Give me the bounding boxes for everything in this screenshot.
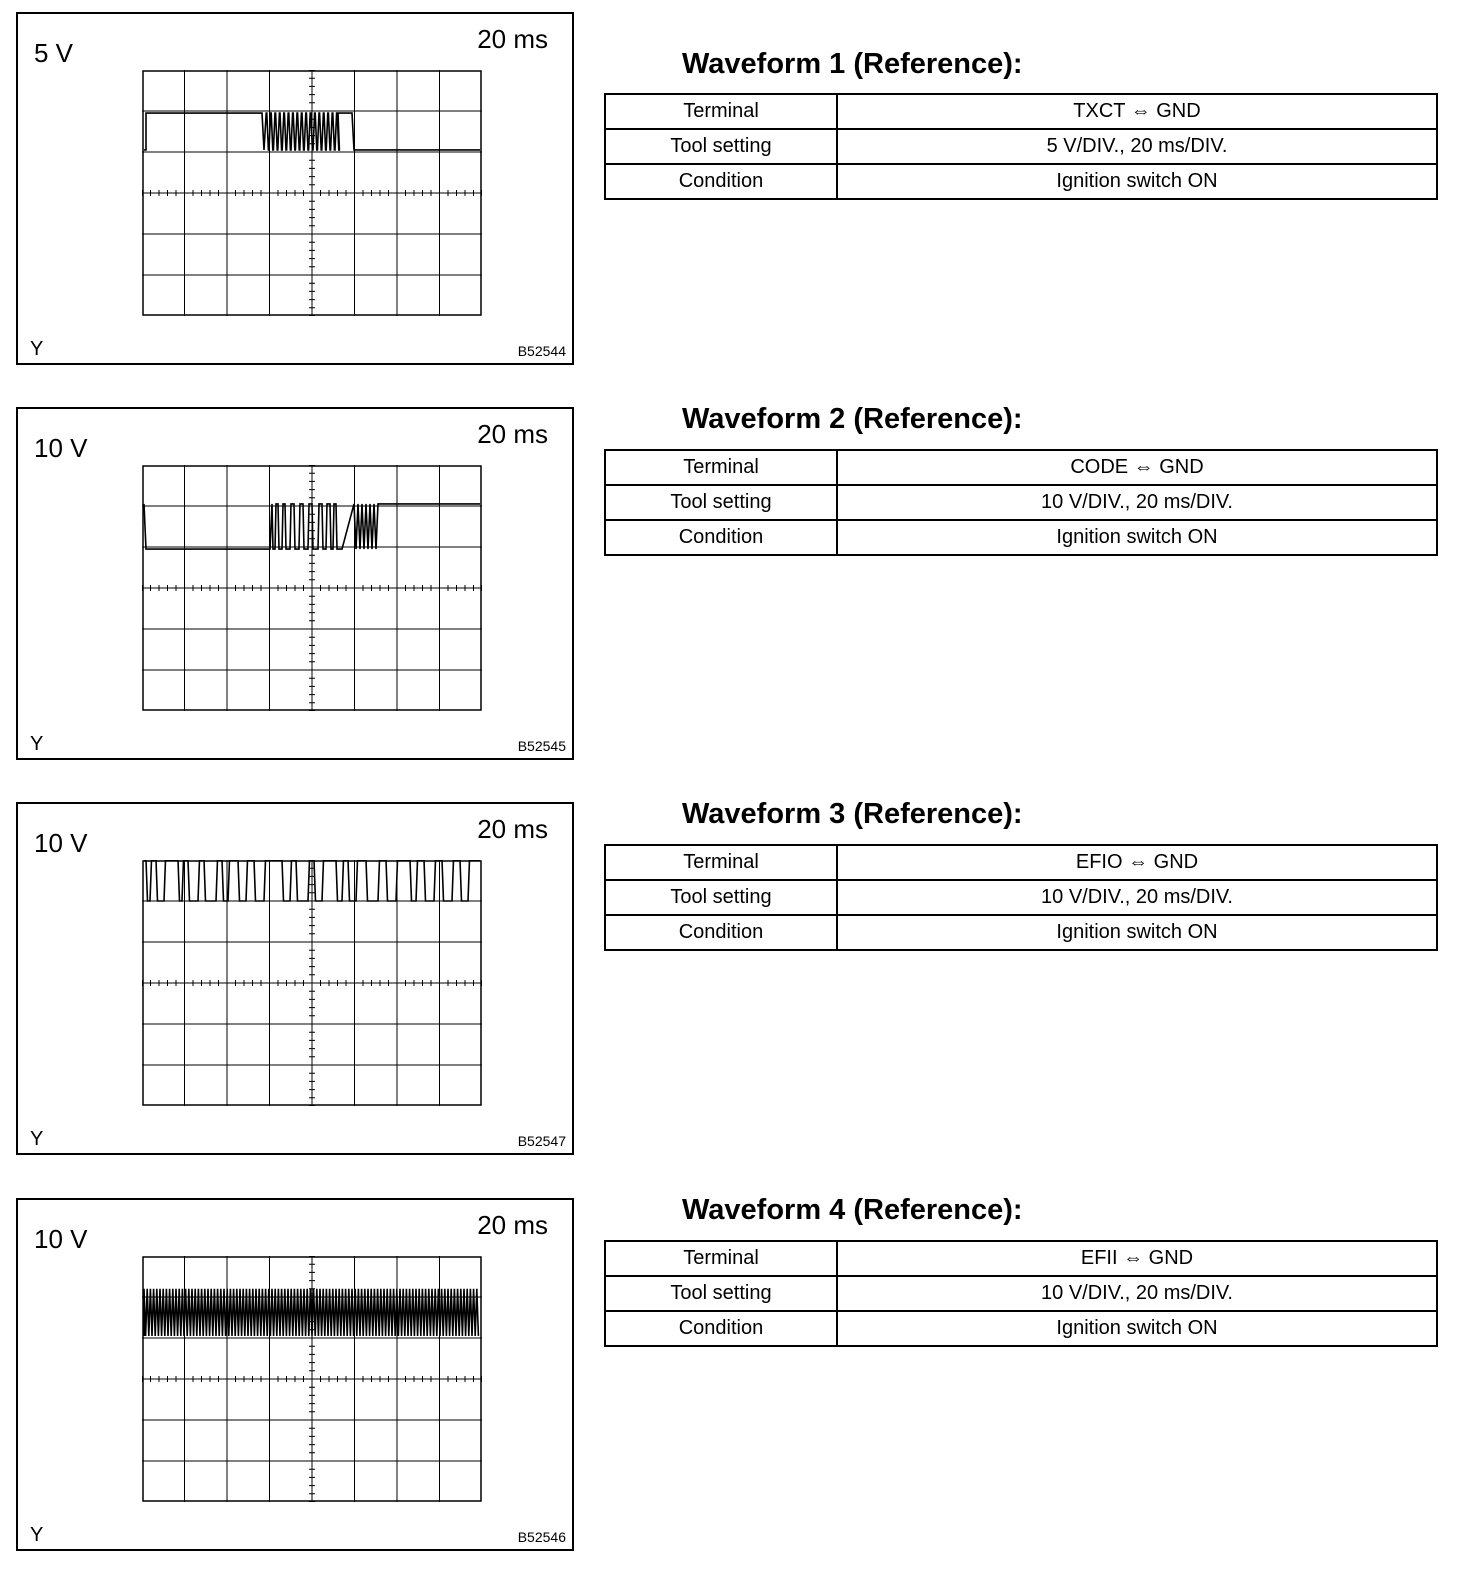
- row-value: TXCT ⇔ GND: [837, 94, 1437, 129]
- table-row: [605, 94, 1437, 129]
- time-per-div-label: 20 ms: [477, 1210, 548, 1240]
- row-key: Terminal: [605, 1241, 837, 1276]
- y-marker: Y: [30, 1128, 44, 1150]
- row-value: Ignition switch ON: [837, 164, 1437, 199]
- volts-per-div-label: 10 V: [34, 1224, 88, 1254]
- table-row: [605, 1311, 1437, 1346]
- table-row: [605, 1276, 1437, 1311]
- waveform-heading-1: Waveform 1 (Reference):: [682, 48, 1023, 80]
- row-key: Condition: [605, 915, 837, 950]
- row-key: Terminal: [605, 845, 837, 880]
- scope-grid: [142, 1256, 482, 1502]
- waveform-panel-3: [16, 802, 574, 1155]
- spec-table-1: [604, 93, 1438, 200]
- spec-table-3: [604, 844, 1438, 951]
- y-marker: Y: [30, 338, 44, 360]
- table-row: [605, 164, 1437, 199]
- time-per-div-label: 20 ms: [477, 24, 548, 54]
- scope-grid: [142, 465, 482, 711]
- row-value: 10 V/DIV., 20 ms/DIV.: [837, 1276, 1437, 1311]
- waveform-panel-4: [16, 1198, 574, 1551]
- row-key: Tool setting: [605, 1276, 837, 1311]
- oscilloscope-screen: [16, 1198, 574, 1551]
- scope-grid: [142, 860, 482, 1106]
- scope-graticule: [142, 860, 482, 1106]
- row-key: Condition: [605, 520, 837, 555]
- table-row: [605, 485, 1437, 520]
- table-row: [605, 915, 1437, 950]
- y-marker: Y: [30, 733, 44, 755]
- row-value: Ignition switch ON: [837, 520, 1437, 555]
- spec-table-2: [604, 449, 1438, 556]
- oscilloscope-screen: [16, 802, 574, 1155]
- figure-code: B52544: [517, 343, 566, 359]
- volts-per-div-label: 10 V: [34, 433, 88, 463]
- row-key: Condition: [605, 164, 837, 199]
- waveform-panel-1: [16, 12, 574, 365]
- row-value: 5 V/DIV., 20 ms/DIV.: [837, 129, 1437, 164]
- volts-per-div-label: 5 V: [34, 38, 74, 68]
- volts-per-div-label: 10 V: [34, 828, 88, 858]
- spec-table-4: [604, 1240, 1438, 1347]
- row-key: Tool setting: [605, 880, 837, 915]
- time-per-div-label: 20 ms: [477, 419, 548, 449]
- row-key: Tool setting: [605, 129, 837, 164]
- signal-trace: [144, 1289, 478, 1336]
- y-marker: Y: [30, 1524, 44, 1546]
- row-key: Terminal: [605, 450, 837, 485]
- row-value: 10 V/DIV., 20 ms/DIV.: [837, 485, 1437, 520]
- row-key: Tool setting: [605, 485, 837, 520]
- row-value: 10 V/DIV., 20 ms/DIV.: [837, 880, 1437, 915]
- row-value: CODE ⇔ GND: [837, 450, 1437, 485]
- figure-code: B52547: [517, 1133, 566, 1149]
- table-row: [605, 880, 1437, 915]
- figure-code: B52546: [517, 1529, 566, 1545]
- table-row: [605, 845, 1437, 880]
- row-key: Condition: [605, 1311, 837, 1346]
- waveform-heading-4: Waveform 4 (Reference):: [682, 1194, 1023, 1226]
- table-row: [605, 450, 1437, 485]
- waveform-heading-2: Waveform 2 (Reference):: [682, 403, 1023, 435]
- table-row: [605, 129, 1437, 164]
- scope-graticule: [142, 465, 482, 711]
- scope-grid: [142, 70, 482, 316]
- scope-graticule: [142, 70, 482, 316]
- oscilloscope-screen: [16, 407, 574, 760]
- table-row: [605, 1241, 1437, 1276]
- waveform-heading-3: Waveform 3 (Reference):: [682, 798, 1023, 830]
- oscilloscope-screen: [16, 12, 574, 365]
- row-key: Terminal: [605, 94, 837, 129]
- row-value: Ignition switch ON: [837, 1311, 1437, 1346]
- row-value: Ignition switch ON: [837, 915, 1437, 950]
- row-value: EFII ⇔ GND: [837, 1241, 1437, 1276]
- waveform-panel-2: [16, 407, 574, 760]
- table-row: [605, 520, 1437, 555]
- scope-graticule: [142, 1256, 482, 1502]
- time-per-div-label: 20 ms: [477, 814, 548, 844]
- figure-code: B52545: [517, 738, 566, 754]
- row-value: EFIO ⇔ GND: [837, 845, 1437, 880]
